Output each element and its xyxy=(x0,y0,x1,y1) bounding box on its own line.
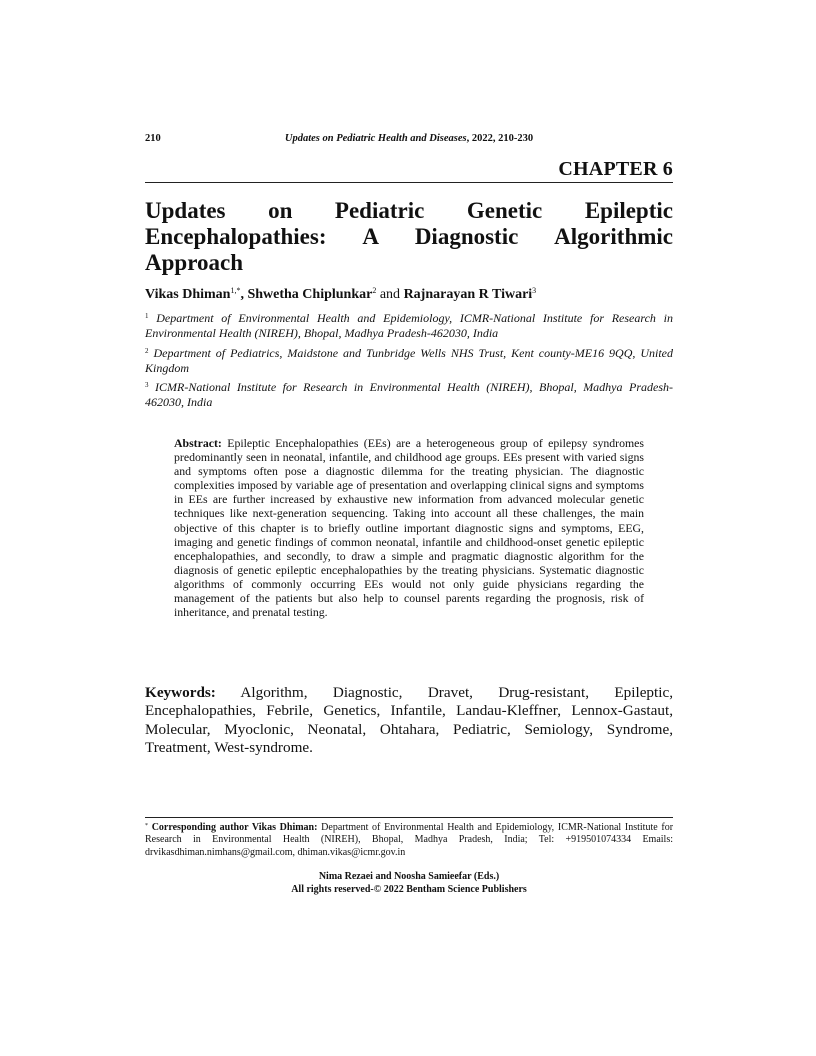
author-name: Shwetha Chiplunkar xyxy=(247,287,373,302)
footnote-rule xyxy=(145,817,673,818)
author-separator: , xyxy=(240,287,248,302)
journal-citation xyxy=(145,133,673,144)
affiliation-text: ICMR-National Institute for Research in Environmental Health (NIREH), Bhopal, Madhya Pradesh-462030, India xyxy=(145,380,674,409)
author-affiliation-mark: 1,* xyxy=(230,286,241,295)
abstract-text: Epileptic Encephalopathies (EEs) are a heterogeneous group of epilepsy syndromes predominantly seen in neonatal, infantile, and childhood age groups. EEs present with varied signs and symptoms often pose a diagnostic dilemma for the treating physician. The diagnostic complexities imposed by variable age of presentation and overlapping clinical signs and symptoms in EEs are further increased by exhaustive new information from advanced molecular genetic techniques like next-generation sequencing. Taking into account all these challenges, the main objective of this chapter is to briefly outline important diagnostic signs and symptoms, EEG, imaging and genetic findings of common neonatal, infantile and childhood-onset genetic epileptic encephalopathies, and secondly, to draw a simple and pragmatic diagnostic algorithm for the diagnosis of genetic epileptic encephalopathies by the treating physicians. Systematic diagnostic algorithms of commonly occurring EEs would not only guide physicians regarding the management of the patients but also help to counsel parents regarding the prognosis, risk of inheritance, and prenatal testing. xyxy=(174,436,644,620)
author-list xyxy=(145,287,673,303)
corresponding-author-footnote xyxy=(145,822,673,859)
chapter-label: CHAPTER 6 xyxy=(558,158,673,180)
keywords-text: Algorithm, Diagnostic, Dravet, Drug-resistant, Epileptic, Encephalopathies, Febrile, Genetics, Infantile, Landau-Kleffner, Lennox-Gastaut, Molecular, Myoclonic, Neonatal, Ohtahara, Pediatric, Semiology, Syndrome, Treatment, West-syndrome. xyxy=(145,684,674,756)
author-separator: and xyxy=(376,287,404,302)
affiliation xyxy=(145,380,673,410)
rights-line: All rights reserved-© 2022 Bentham Science Publishers xyxy=(291,883,527,895)
page-number: 210 xyxy=(145,133,161,144)
abstract-label: Abstract: xyxy=(174,436,222,450)
chapter-title: Updates on Pediatric Genetic Epileptic Encephalopathies: A Diagnostic Algorithmic Approach xyxy=(145,198,673,275)
affiliation xyxy=(145,311,673,341)
author-affiliation-mark: 2 xyxy=(372,286,377,295)
keywords-label: Keywords: xyxy=(145,684,216,701)
footnote-mark: * xyxy=(145,823,148,829)
footnote-text: Department of Environmental Health and Epidemiology, ICMR-National Institute for Research in Environmental Health (NIREH), Bhopal, Madhya Pradesh, India; Tel: +919501074334 Emails: drvikasdhiman.nimhans@gmail.com, dhiman.vikas@icmr.gov.in xyxy=(145,822,674,858)
running-head xyxy=(145,133,673,149)
journal-year-pages: , 2022, 210-230 xyxy=(466,133,534,144)
footnote-label: Corresponding author Vikas Dhiman: xyxy=(151,822,318,833)
affiliation xyxy=(145,346,673,376)
affiliation-mark: 2 xyxy=(145,347,149,355)
publisher-info xyxy=(145,871,673,896)
chapter-rule xyxy=(145,182,673,183)
affiliation-mark: 3 xyxy=(145,381,149,389)
author-name: Vikas Dhiman xyxy=(145,287,231,302)
author-affiliation-mark: 3 xyxy=(532,286,537,295)
affiliation-mark: 1 xyxy=(145,312,149,320)
abstract xyxy=(174,436,644,619)
keywords xyxy=(145,684,673,757)
affiliation-text: Department of Pediatrics, Maidstone and Tunbridge Wells NHS Trust, Kent county-ME16 9QQ, United Kingdom xyxy=(145,346,673,375)
editors-line: Nima Rezaei and Noosha Samieefar (Eds.) xyxy=(318,871,500,882)
journal-title: Updates on Pediatric Health and Diseases xyxy=(284,133,467,144)
affiliation-text: Department of Environmental Health and Epidemiology, ICMR-National Institute for Research in Environmental Health (NIREH), Bhopal, Madhya Pradesh-462030, India xyxy=(145,311,673,340)
author-name: Rajnarayan R Tiwari xyxy=(403,287,533,302)
